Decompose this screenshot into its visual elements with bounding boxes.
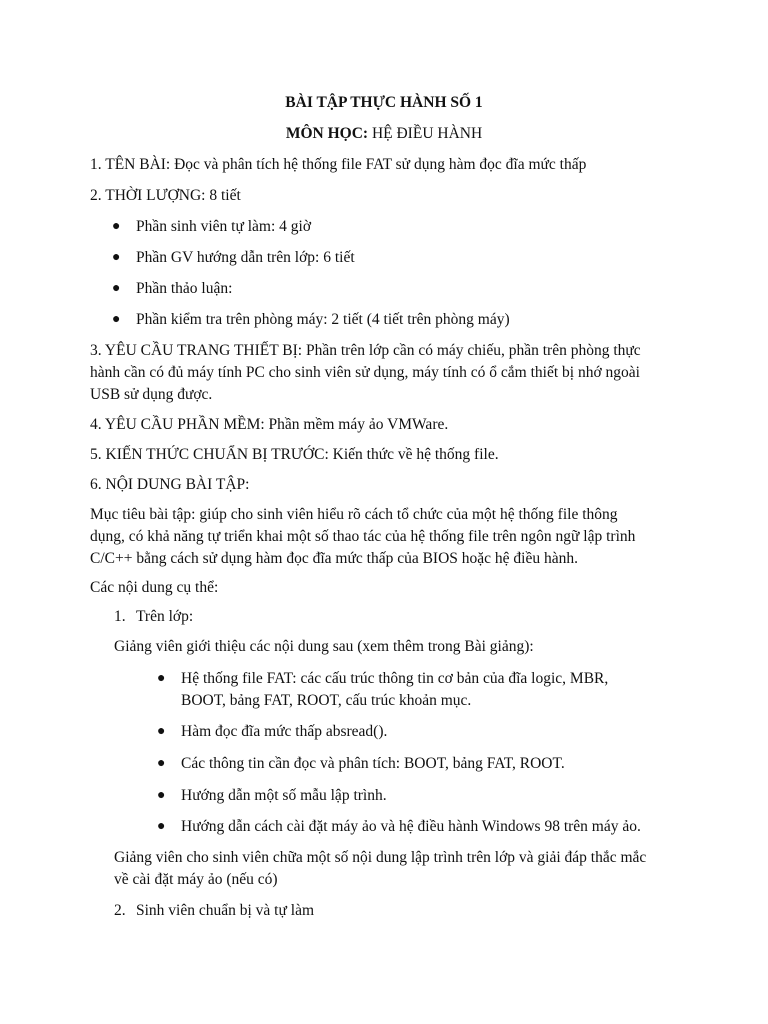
section-3-equipment-line-1: 3. YÊU CẦU TRANG THIẾT BỊ: Phần trên lớp cần có máy chiếu, phần trên phòng thực [90, 342, 641, 359]
section-3-equipment-line-2: hành cần có đủ máy tính PC cho sinh viên sử dụng, máy tính có ổ cắm thiết bị nhớ ngoài [90, 364, 640, 381]
bullet-icon: ● [157, 756, 166, 771]
section-5-prerequisites: 5. KIẾN THỨC CHUẨN BỊ TRƯỚC: Kiến thức về hệ thống file. [90, 446, 499, 463]
item-number: 2. [114, 902, 126, 919]
list-item [157, 721, 388, 743]
list-item-text: Hệ thống file FAT: các cấu trúc thông tin cơ bản của đĩa logic, MBR, [181, 670, 609, 687]
bullet-icon: ● [112, 219, 121, 234]
section-6-content: 6. NỘI DUNG BÀI TẬP: [90, 476, 250, 493]
list-item [157, 668, 609, 712]
section-1-name: 1. TÊN BÀI: Đọc và phân tích hệ thống file FAT sử dụng hàm đọc đĩa mức thấp [90, 156, 587, 173]
item-number: 1. [114, 608, 126, 625]
lecturer-intro: Giảng viên giới thiệu các nội dung sau (xem thêm trong Bài giảng): [114, 638, 534, 655]
course-name: HỆ ĐIỀU HÀNH [368, 125, 483, 142]
goal-line-1: Mục tiêu bài tập: giúp cho sinh viên hiểu rõ cách tổ chức của một hệ thống file thông [90, 506, 618, 523]
goal-line-2: dụng, có khả năng tự triển khai một số thao tác của hệ thống file trên ngôn ngữ lập trình [90, 528, 636, 545]
bullet-icon: ● [157, 671, 166, 686]
list-item-text: Hướng dẫn cách cài đặt máy ảo và hệ điều hành Windows 98 trên máy ảo. [181, 818, 641, 835]
section-4-software: 4. YÊU CẦU PHẦN MỀM: Phần mềm máy ảo VMWare. [90, 416, 449, 433]
list-item-text: Phần kiểm tra trên phòng máy: 2 tiết (4 tiết trên phòng máy) [136, 311, 510, 328]
section-2-duration: 2. THỜI LƯỢNG: 8 tiết [90, 187, 241, 204]
numbered-item-2 [114, 900, 315, 922]
course-label: MÔN HỌC: [285, 125, 369, 142]
list-item [112, 216, 312, 238]
lecturer-fix-line-2: về cài đặt máy ảo (nếu có) [114, 871, 278, 888]
list-item-text: Phần GV hướng dẫn trên lớp: 6 tiết [136, 249, 355, 266]
bullet-icon: ● [157, 819, 166, 834]
list-item-text: Hàm đọc đĩa mức thấp absread(). [181, 723, 388, 740]
list-item [157, 816, 641, 838]
item-label: Trên lớp: [136, 608, 194, 625]
list-item [157, 785, 387, 807]
bullet-icon: ● [157, 724, 166, 739]
bullet-icon: ● [112, 312, 121, 327]
bullet-icon: ● [157, 788, 166, 803]
bullet-icon: ● [112, 250, 121, 265]
lecturer-fix-line-1: Giảng viên cho sinh viên chữa một số nội dung lập trình trên lớp và giải đáp thắc mắc [114, 849, 647, 866]
list-item-text: Các thông tin cần đọc và phân tích: BOOT, bảng FAT, ROOT. [181, 755, 565, 772]
bullet-icon: ● [112, 281, 121, 296]
list-item [157, 753, 565, 775]
list-item [112, 247, 355, 269]
goal-line-3: C/C++ bằng cách sử dụng hàm đọc đĩa mức thấp của BIOS hoặc hệ điều hành. [90, 550, 578, 567]
list-item [112, 278, 233, 300]
section-3-equipment-line-3: USB sử dụng được. [90, 386, 213, 403]
details-label: Các nội dung cụ thể: [90, 579, 219, 596]
list-item-text-continued: BOOT, bảng FAT, ROOT, cấu trúc khoản mục. [181, 692, 472, 709]
document-title: BÀI TẬP THỰC HÀNH SỐ 1 [285, 94, 483, 111]
course-line [0, 123, 768, 145]
item-label: Sinh viên chuẩn bị và tự làm [136, 902, 315, 919]
list-item [112, 309, 510, 331]
list-item-text: Phần thảo luận: [136, 280, 233, 297]
list-item-text: Hướng dẫn một số mẫu lập trình. [181, 787, 387, 804]
list-item-text: Phần sinh viên tự làm: 4 giờ [136, 218, 312, 235]
numbered-item-1 [114, 606, 194, 628]
